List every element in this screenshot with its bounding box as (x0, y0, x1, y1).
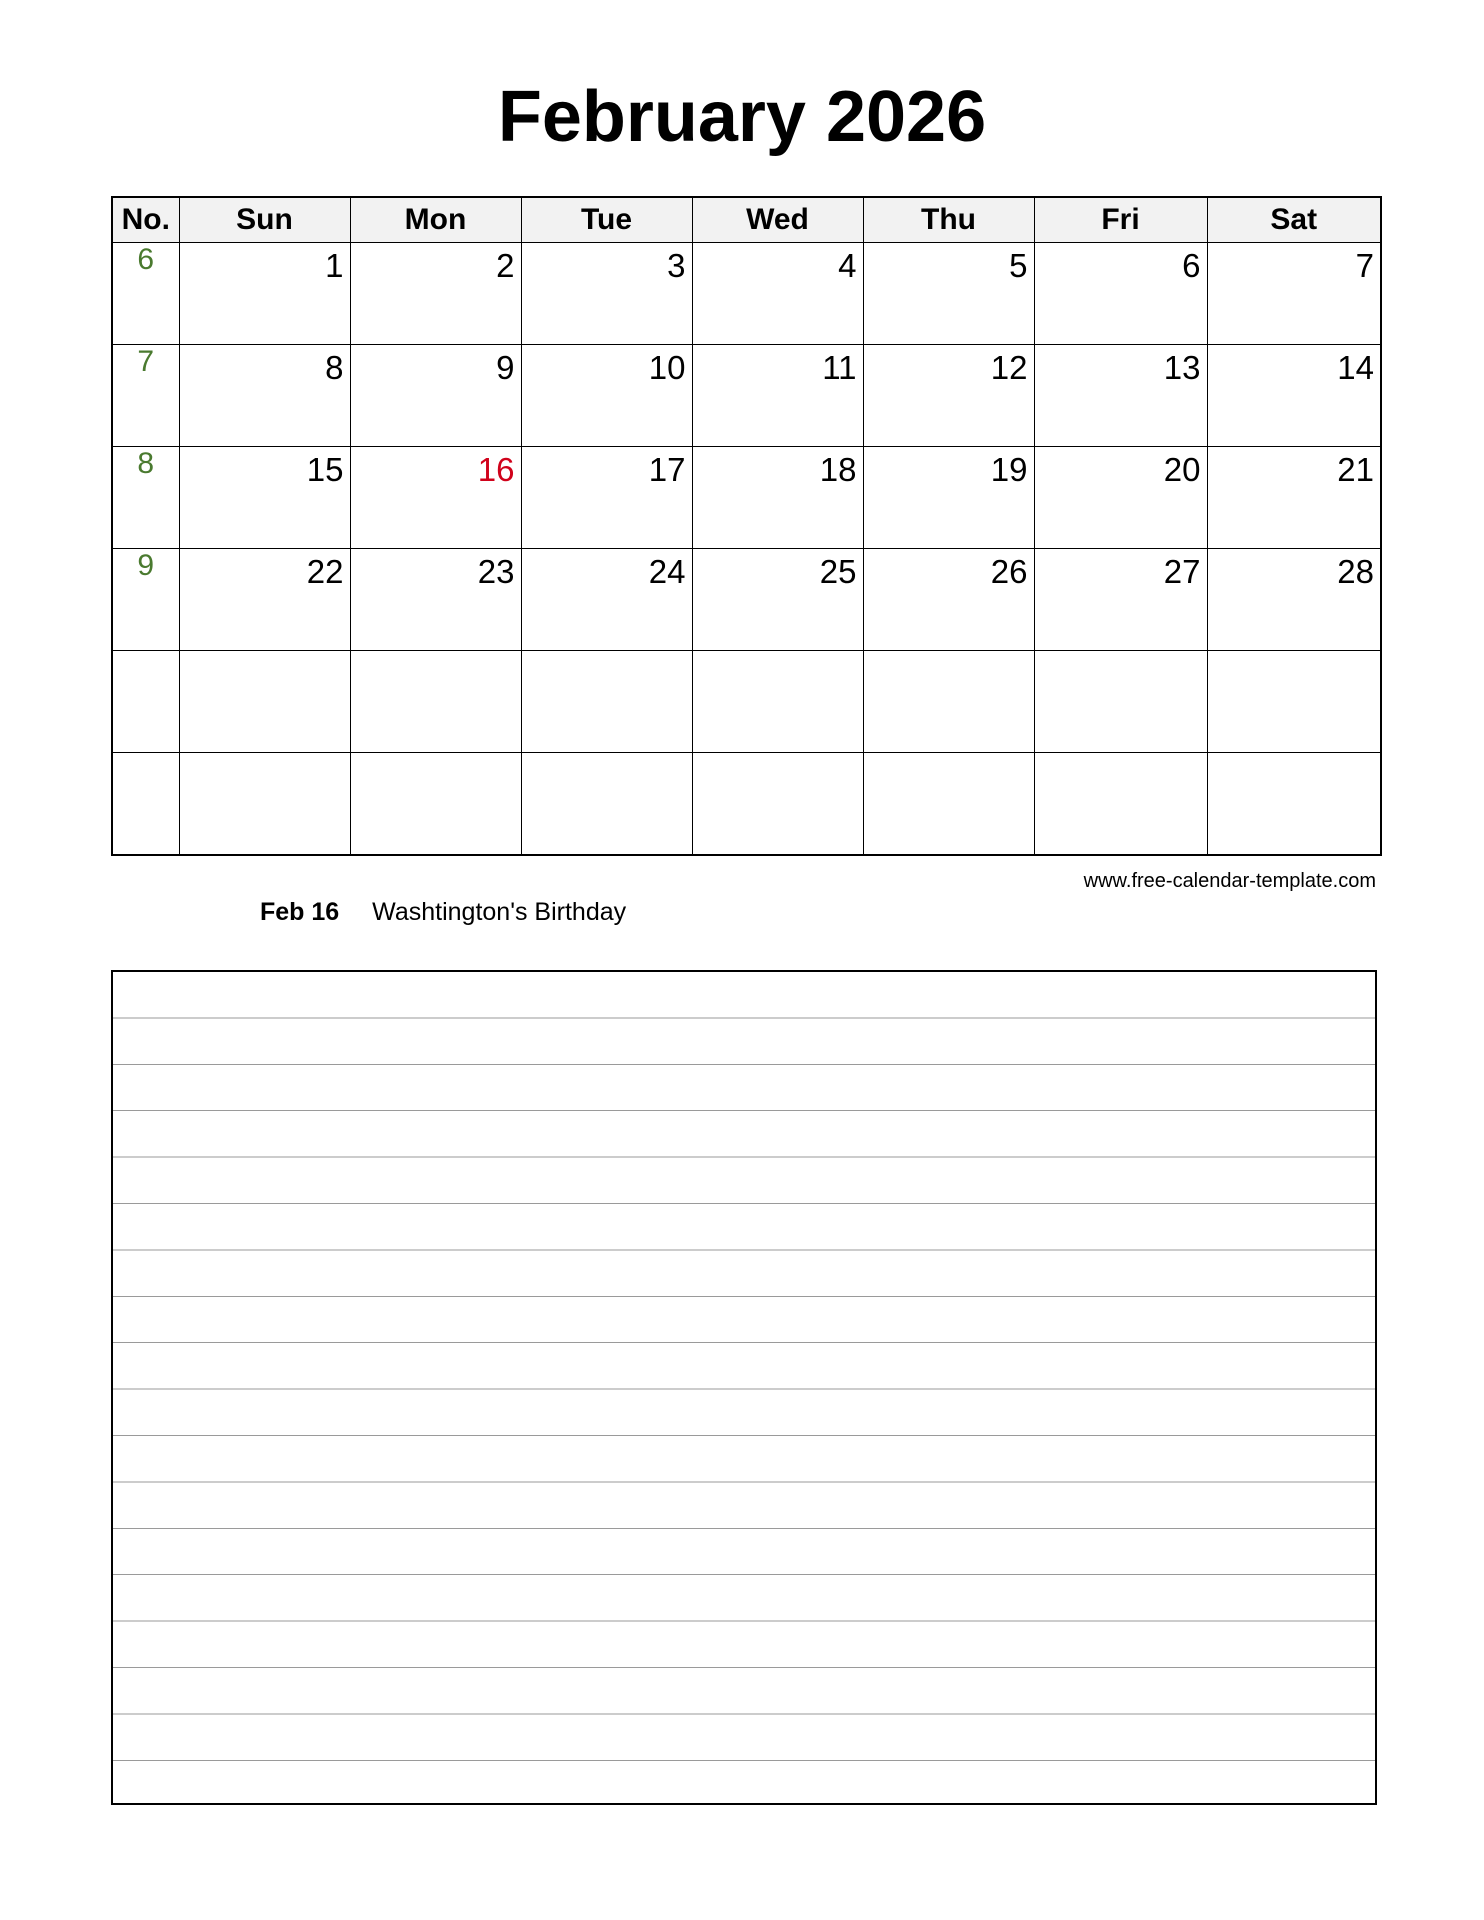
day-number: 2 (496, 247, 515, 284)
day-cell[interactable] (863, 345, 1034, 447)
holiday-name: Washtington's Birthday (372, 898, 627, 926)
week-number-cell (112, 447, 179, 549)
day-cell[interactable] (179, 447, 350, 549)
day-number: 13 (1163, 349, 1201, 386)
week-number: 8 (137, 447, 155, 480)
calendar-title: February 2026 (497, 77, 987, 157)
week-row (112, 345, 1381, 447)
day-number: 4 (838, 247, 857, 284)
day-number: 18 (819, 451, 857, 488)
week-number: 9 (137, 549, 155, 582)
week-number-cell (112, 753, 179, 856)
day-number: 19 (990, 451, 1028, 488)
week-number-cell (112, 549, 179, 651)
day-cell[interactable] (179, 753, 350, 856)
week-row (112, 753, 1381, 856)
day-cell[interactable] (179, 243, 350, 345)
day-number: 14 (1337, 349, 1374, 386)
notes-area[interactable] (111, 970, 1377, 1805)
day-cell[interactable] (1034, 753, 1207, 856)
week-row (112, 243, 1381, 345)
day-cell[interactable] (179, 651, 350, 753)
header-sun: Sun (179, 197, 350, 243)
header-sat: Sat (1207, 197, 1381, 243)
day-cell[interactable] (1207, 447, 1381, 549)
day-number: 11 (822, 349, 857, 386)
day-cell[interactable] (350, 447, 521, 549)
day-number: 27 (1163, 553, 1201, 590)
day-number: 23 (477, 553, 515, 590)
day-cell[interactable] (521, 345, 692, 447)
day-cell[interactable] (863, 651, 1034, 753)
day-number: 24 (648, 553, 686, 590)
day-number: 20 (1163, 451, 1201, 488)
day-cell[interactable] (521, 651, 692, 753)
header-wed: Wed (692, 197, 863, 243)
day-cell[interactable] (1207, 549, 1381, 651)
holiday-date: Feb 16 (260, 898, 340, 926)
day-cell[interactable] (863, 447, 1034, 549)
day-cell[interactable] (350, 549, 521, 651)
day-cell[interactable] (1207, 243, 1381, 345)
day-cell[interactable] (692, 753, 863, 856)
day-number: 26 (990, 553, 1028, 590)
day-number: 10 (648, 349, 686, 386)
day-cell[interactable] (692, 447, 863, 549)
week-number: 6 (137, 243, 155, 276)
day-cell[interactable] (692, 345, 863, 447)
header-row (112, 197, 1381, 243)
day-cell[interactable] (521, 447, 692, 549)
day-number: 16 (477, 451, 515, 488)
day-cell[interactable] (1207, 345, 1381, 447)
day-cell[interactable] (179, 549, 350, 651)
website-credit: www.free-calendar-template.com (1083, 870, 1376, 892)
header-week-no: No. (112, 197, 179, 243)
day-cell[interactable] (863, 549, 1034, 651)
day-cell[interactable] (1034, 549, 1207, 651)
week-number-cell (112, 345, 179, 447)
day-cell[interactable] (1207, 651, 1381, 753)
day-cell[interactable] (1207, 753, 1381, 856)
day-cell[interactable] (1034, 651, 1207, 753)
day-cell[interactable] (692, 243, 863, 345)
day-number: 7 (1355, 247, 1374, 284)
week-row (112, 447, 1381, 549)
day-number: 3 (667, 247, 686, 284)
day-number: 22 (306, 553, 344, 590)
day-number: 21 (1337, 451, 1374, 488)
header-fri: Fri (1034, 197, 1207, 243)
day-cell[interactable] (350, 753, 521, 856)
day-number: 8 (325, 349, 344, 386)
day-cell[interactable] (521, 549, 692, 651)
day-cell[interactable] (1034, 447, 1207, 549)
day-number: 9 (496, 349, 515, 386)
day-cell[interactable] (350, 345, 521, 447)
week-number-cell (112, 243, 179, 345)
header-thu: Thu (863, 197, 1034, 243)
header-mon: Mon (350, 197, 521, 243)
day-cell[interactable] (521, 753, 692, 856)
week-number: 7 (137, 345, 155, 378)
day-cell[interactable] (350, 651, 521, 753)
week-row (112, 651, 1381, 753)
day-cell[interactable] (863, 243, 1034, 345)
day-number: 6 (1182, 247, 1201, 284)
day-number: 1 (325, 247, 344, 284)
day-cell[interactable] (692, 549, 863, 651)
day-cell[interactable] (179, 345, 350, 447)
header-tue: Tue (521, 197, 692, 243)
day-number: 5 (1009, 247, 1028, 284)
holiday-note (260, 898, 626, 927)
day-cell[interactable] (1034, 345, 1207, 447)
week-number-cell (112, 651, 179, 753)
week-row (112, 549, 1381, 651)
day-cell[interactable] (692, 651, 863, 753)
day-number: 25 (819, 553, 857, 590)
day-number: 15 (306, 451, 344, 488)
day-number: 12 (990, 349, 1028, 386)
day-cell[interactable] (521, 243, 692, 345)
day-number: 28 (1337, 553, 1374, 590)
day-cell[interactable] (863, 753, 1034, 856)
day-cell[interactable] (1034, 243, 1207, 345)
day-cell[interactable] (350, 243, 521, 345)
calendar-grid (111, 196, 1382, 856)
day-number: 17 (648, 451, 686, 488)
